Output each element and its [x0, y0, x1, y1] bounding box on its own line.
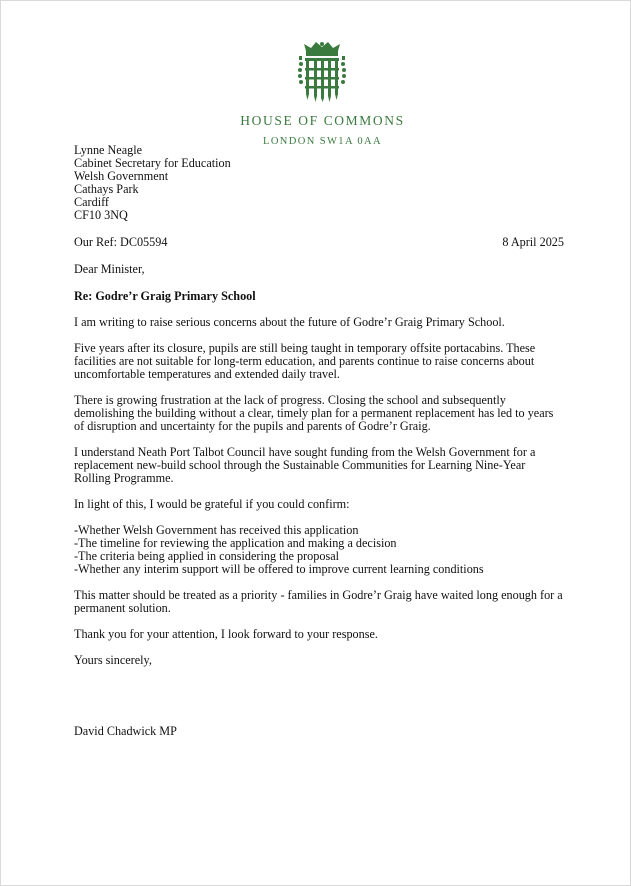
list-item: -Whether any interim support will be offered to improve current learning conditions — [74, 562, 484, 576]
recipient-name: Lynne Neagle — [74, 143, 143, 157]
recipient-city: Cardiff — [74, 195, 109, 209]
paragraph: This matter should be treated as a priority - families in Godre’r Graig have waited long enough for a permanent solution. — [74, 588, 563, 615]
portcullis-icon — [296, 42, 348, 102]
subject-line: Re: Godre’r Graig Primary School — [74, 289, 256, 303]
recipient-postcode: CF10 3NQ — [74, 208, 128, 222]
paragraph: There is growing frustration at the lack of progress. Closing the school and subsequently demolishing the building without a clear, timely plan for a permanent replacement has led to years of disruption and uncertainty for the pupils and parents of Godre’r Graig. — [74, 393, 554, 433]
signatory-name: David Chadwick MP — [74, 724, 177, 738]
list-item: -Whether Welsh Government has received this application — [74, 523, 359, 537]
request-list — [74, 524, 564, 576]
reference-row — [74, 236, 564, 249]
recipient-organisation: Welsh Government — [74, 169, 169, 183]
paragraph: In light of this, I would be grateful if you could confirm: — [74, 497, 350, 511]
salutation: Dear Minister, — [74, 262, 145, 276]
paragraph: Five years after its closure, pupils are still being taught in temporary offsite portacabins. These facilities are not suitable for long-term education, and parents continue to raise concerns about uncomfortable temperatures and extended daily travel. — [74, 341, 536, 381]
recipient-street: Cathays Park — [74, 182, 139, 196]
paragraph: Thank you for your attention, I look forward to your response. — [74, 627, 378, 641]
recipient-title: Cabinet Secretary for Education — [74, 156, 231, 170]
list-item: -The criteria being applied in considering the proposal — [74, 549, 339, 563]
organisation-address: LONDON SW1A 0AA — [263, 136, 382, 147]
paragraph: I am writing to raise serious concerns about the future of Godre’r Graig Primary School. — [74, 315, 505, 329]
signoff: Yours sincerely, — [74, 653, 152, 667]
letter-body — [74, 144, 564, 738]
list-item: -The timeline for reviewing the application and making a decision — [74, 536, 397, 550]
reference-number: Our Ref: DC05594 — [74, 235, 168, 249]
letter-date: 8 April 2025 — [502, 235, 564, 249]
recipient-address — [74, 144, 564, 222]
paragraph: I understand Neath Port Talbot Council have sought funding from the Welsh Government for a replacement new-build school through the Sustainable Communities for Learning Nine-Year Rolling Programme. — [74, 445, 536, 485]
organisation-name: HOUSE OF COMMONS — [240, 113, 405, 128]
